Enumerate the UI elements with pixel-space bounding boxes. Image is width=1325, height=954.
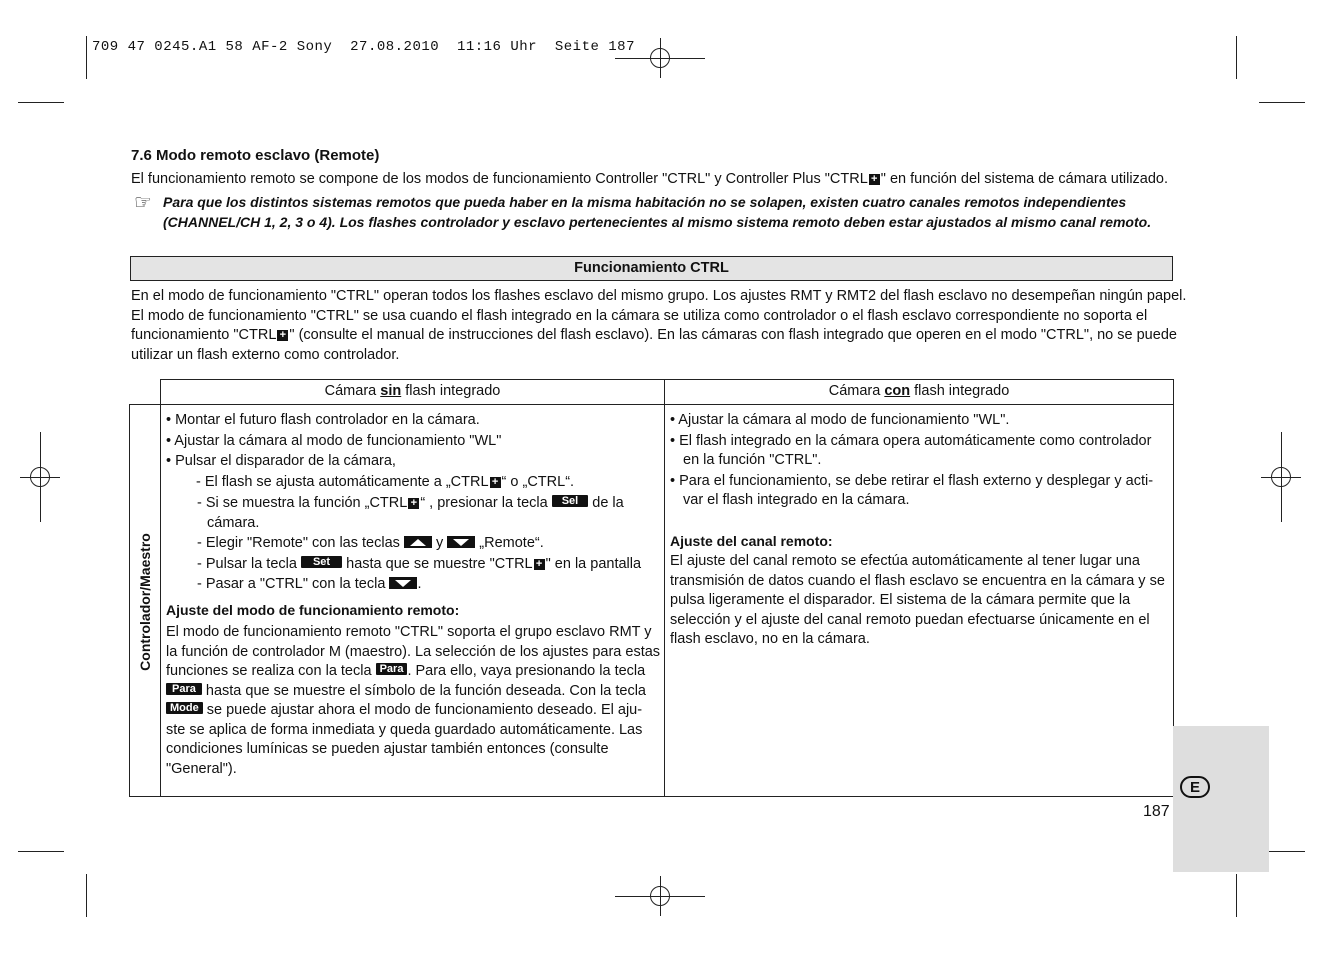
list-item: • Pulsar el disparador de la cámara, bbox=[166, 453, 396, 469]
ctrl-plus-icon: + bbox=[869, 174, 880, 185]
right-cell bbox=[670, 411, 1168, 650]
table-border bbox=[160, 379, 161, 797]
para-key-icon: Para bbox=[376, 663, 408, 675]
list-item: • Montar el futuro flash controlador en la cámara. bbox=[166, 412, 480, 428]
ctrl-plus-icon: + bbox=[490, 477, 501, 488]
crop-mark bbox=[86, 36, 87, 79]
table-border bbox=[664, 379, 665, 797]
language-tab bbox=[1173, 726, 1269, 872]
list-item: • Para el funcionamiento, se debe retirar el flash externo y desplegar y acti- var el flash integrado en la cámara. bbox=[670, 472, 1154, 508]
crop-mark bbox=[18, 102, 64, 103]
list-item: • El flash integrado en la cámara opera automáticamente como controlador en la función "CTRL". bbox=[670, 432, 1152, 468]
subheading: Ajuste del canal remoto: bbox=[670, 532, 833, 549]
column-header-without-flash: Cámara sin flash integrado bbox=[324, 383, 501, 399]
crop-mark bbox=[1281, 432, 1282, 522]
section-intro: El funcionamiento remoto se compone de los modos de funcionamiento Controller "CTRL" y Controller Plus "CTRL + " en función del sistema de cámara utilizado. bbox=[131, 171, 1169, 187]
pointing-hand-icon: ☞ bbox=[134, 190, 152, 214]
list-item: • Ajustar la cámara al modo de funcionamiento "WL" bbox=[166, 432, 502, 449]
down-arrow-key-icon bbox=[447, 536, 475, 548]
crop-mark bbox=[1236, 36, 1237, 79]
table-border bbox=[129, 404, 1174, 405]
column-header-with-flash: Cámara con flash integrado bbox=[828, 383, 1010, 399]
sel-key-icon: Sel bbox=[552, 495, 589, 507]
list-item: - Pulsar la tecla Set hasta que se muestre "CTRL + " en la pantalla bbox=[197, 555, 642, 572]
note-text: Para que los distintos sistemas remotos que pueda haber en la misma habitación no se solapen, existen cuatro canales remotos independientes (CHANNEL/CH 1, 2, 3 o 4). Los flashes controlador y esclavo pertenecientes al mismo sistema remoto deben estar ajustados al mismo canal remoto. bbox=[163, 194, 1152, 230]
down-arrow-key-icon bbox=[389, 577, 417, 589]
crop-mark bbox=[615, 896, 705, 897]
crop-mark bbox=[86, 874, 87, 917]
language-badge: E bbox=[1180, 776, 1210, 798]
list-item: - Elegir "Remote" con las teclas y „Remote“. bbox=[197, 535, 544, 551]
table-border bbox=[129, 404, 130, 797]
ctrl-box-header bbox=[130, 256, 1173, 281]
ctrl-paragraph: En el modo de funcionamiento "CTRL" operan todos los flashes esclavo del mismo grupo. Los ajustes RMT y RMT2 del flash esclavo no desempeñan ningún papel. El modo de funcionamiento "CTRL" se usa cuando el flash integrado en la cámara se utiliza como controlador o el flash esclavo correspondiente no soporta el funcionamiento "CTRL + " (consulte el manual de instrucciones del flash esclavo). En las cámaras con flash integrado que operen en el modo "CTRL", no se puede utilizar un flash externo como controlador. bbox=[131, 288, 1187, 363]
crop-mark bbox=[1236, 874, 1237, 917]
row-label: Controlador/Maestro bbox=[137, 533, 153, 671]
ctrl-plus-icon: + bbox=[534, 559, 545, 570]
crop-mark bbox=[615, 58, 705, 59]
table-border bbox=[129, 796, 1174, 797]
ctrl-plus-icon: + bbox=[277, 330, 288, 341]
list-item: - Pasar a "CTRL" con la tecla . bbox=[197, 576, 422, 592]
table-border bbox=[160, 379, 1174, 380]
page-number: 187 bbox=[1143, 803, 1170, 820]
crop-mark bbox=[1259, 102, 1305, 103]
section-title: 7.6 Modo remoto esclavo (Remote) bbox=[131, 147, 380, 164]
list-item: • Ajustar la cámara al modo de funcionamiento "WL". bbox=[670, 412, 1010, 428]
ctrl-plus-icon: + bbox=[408, 498, 419, 509]
ctrl-box-title: Funcionamiento CTRL bbox=[574, 260, 729, 276]
print-slug: 709 47 0245.A1 58 AF-2 Sony 27.08.2010 11:16 Uhr Seite 187 bbox=[92, 39, 635, 55]
left-cell: • Montar el futuro flash controlador en la cámara. • Ajustar la cámara al modo de funcionamiento "WL" • Pulsar el disparador de la cámara, - El flash se ajusta automáticamente a „CTRL + “ o „CTRL“. - Si se muestra la función „CTRL + “ , presionar la tecla Sel de la cámara. - Elegir "Remote" con las teclas y „Remote“. - Pulsar la tecla Set hasta que se muestre "CTRL + " en la pantalla - Pasar a "CTRL" con la tecla . Ajuste del modo de funcionamiento remoto: El modo de funcionamiento remoto "CTRL" soporta el grupo esclavo RMT y la función de controlador M (maestro). La selección de los ajustes para estas funciones se realiza con la tecla Para . Para ello, vaya presionando la tecla Para hasta que se muestre el símbolo de la función deseada. Con la tecla Mode se puede ajustar ahora el modo de funcionamiento deseado. El aju- ste se aplica de forma inmediata y queda guardado automáticamente. Las condiciones lumínicas se pueden ajustar también entonces (consulte "General"). bbox=[166, 411, 660, 779]
crop-mark bbox=[18, 851, 64, 852]
list-item: - El flash se ajusta automáticamente a „CTRL + “ o „CTRL“. bbox=[196, 473, 575, 490]
set-key-icon: Set bbox=[301, 556, 342, 568]
para-key-icon: Para bbox=[166, 683, 202, 695]
crop-mark bbox=[40, 432, 41, 522]
left-paragraph: El modo de funcionamiento remoto "CTRL" soporta el grupo esclavo RMT y la función de controlador M (maestro). La selección de los ajustes para estas funciones se realiza con la tecla Para . Para ello, vaya presionando la tecla Para hasta que se muestre el símbolo de la función deseada. Con la tecla Mode se puede ajustar ahora el modo de funcionamiento deseado. El aju- ste se aplica de forma inmediata y queda guardado automáticamente. Las condiciones lumínicas se pueden ajustar también entonces (consulte "General"). bbox=[166, 624, 661, 777]
up-arrow-key-icon bbox=[404, 536, 432, 548]
mode-key-icon: Mode bbox=[166, 702, 203, 714]
list-item: - Si se muestra la función „CTRL + “ , presionar la tecla Sel de la bbox=[197, 495, 624, 511]
right-paragraph: El ajuste del canal remoto se efectúa automáticamente al tener lugar una transmisión de datos cuando el flash esclavo se encuentra en la cámara y se pulsa ligeramente el disparador. El sistema de la cámara permite que la selección y el ajuste del canal remoto puedan efectuarse únicamente en el flash esclavo, no en la cámara. bbox=[670, 553, 1165, 647]
subheading: Ajuste del modo de funcionamiento remoto: bbox=[166, 601, 460, 618]
